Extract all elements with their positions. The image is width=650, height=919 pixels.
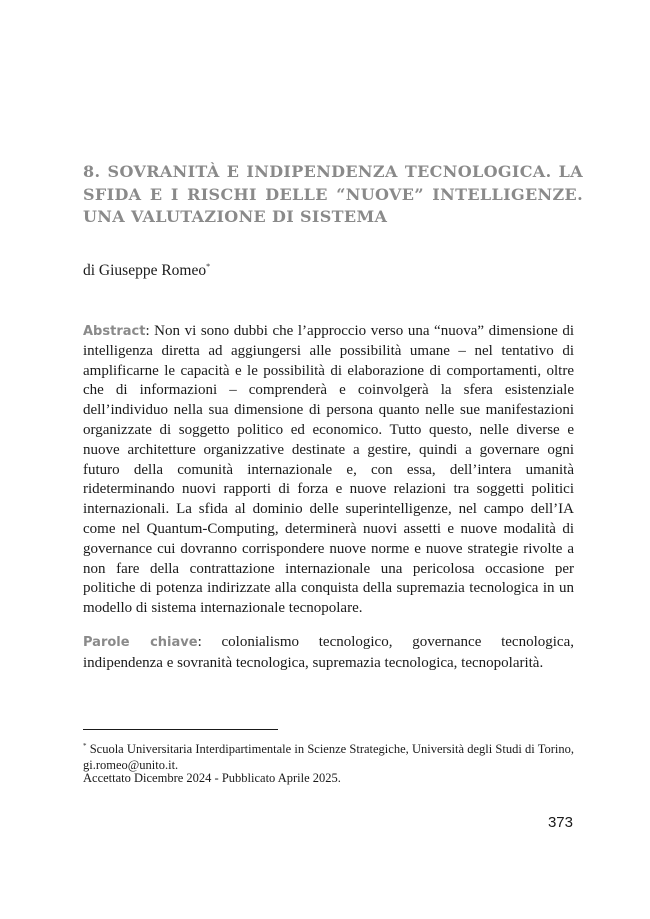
footnote-affiliation: [83, 738, 574, 773]
chapter-title: 8. SOVRANITÀ E INDIPENDENZA TECNOLOGICA. LA SFIDA E I RISCHI DELLE “NUOVE” INTELLIGENZE. UNA VALUTAZIONE DI SISTEMA: [83, 162, 583, 226]
author-name: di Giuseppe Romeo: [83, 262, 207, 279]
keywords-label: Parole chiave: [83, 635, 198, 650]
page-number: 373: [547, 814, 573, 831]
footnote-mark: *: [83, 742, 87, 750]
keywords-paragraph: [83, 632, 574, 673]
footnote-text: Scuola Universitaria Interdipartimentale in Scienze Strategiche, Università degli Studi di Torino, gi.romeo@unito.it.: [83, 742, 574, 772]
abstract-text: : Non vi sono dubbi che l’approccio verso una “nuova” dimensione di intelligenza diretta ad aggiungersi alle possibilità umane – nel tentativo di amplificarne le capacità e le possibilità di elaborazione di comportamenti, oltre che di informazioni – comprenderà e coinvolgerà la sfera esistenziale dell’individuo nella sua dimensione di persona quanto nelle sue manifestazioni organizzate di soggetto politico ed economico. Tutto questo, nelle diverse e nuove architetture organizzative destinate a gestire, quindi a governare ogni futuro della comunità internazionale e, con essa, dell’intera umanità rideterminando nuovi rapporti di forza e nuove relazioni tra soggetti politici internazionali. La sfida al dominio delle superintelligenze, nel campo dell’IA come nel Quantum-Computing, determinerà nuovi assetti e nuove modalità di governance cui dovranno corrispondere nuove norme e nuove strategie rivolte a non fare della contrattazione internazionale una pericolosa occasione per politiche di potenza indirizzate alla conquista della supremazia tecnologica in un modello di sistema internazionale tecnopolare.: [83, 323, 574, 617]
author-byline: [83, 262, 210, 280]
abstract-paragraph: [83, 322, 574, 619]
keywords-text: : colonialismo tecnologico, governance tecnologica, indipendenza e sovranità tecnologica, supremazia tecnologica, tecnopolarità.: [83, 634, 574, 671]
author-footnote-mark: *: [206, 262, 211, 271]
abstract-label: Abstract: [83, 324, 146, 339]
footnote-divider: [83, 729, 278, 730]
footnote-accepted-date: Accettato Dicembre 2024 - Pubblicato Aprile 2025.: [83, 771, 341, 785]
